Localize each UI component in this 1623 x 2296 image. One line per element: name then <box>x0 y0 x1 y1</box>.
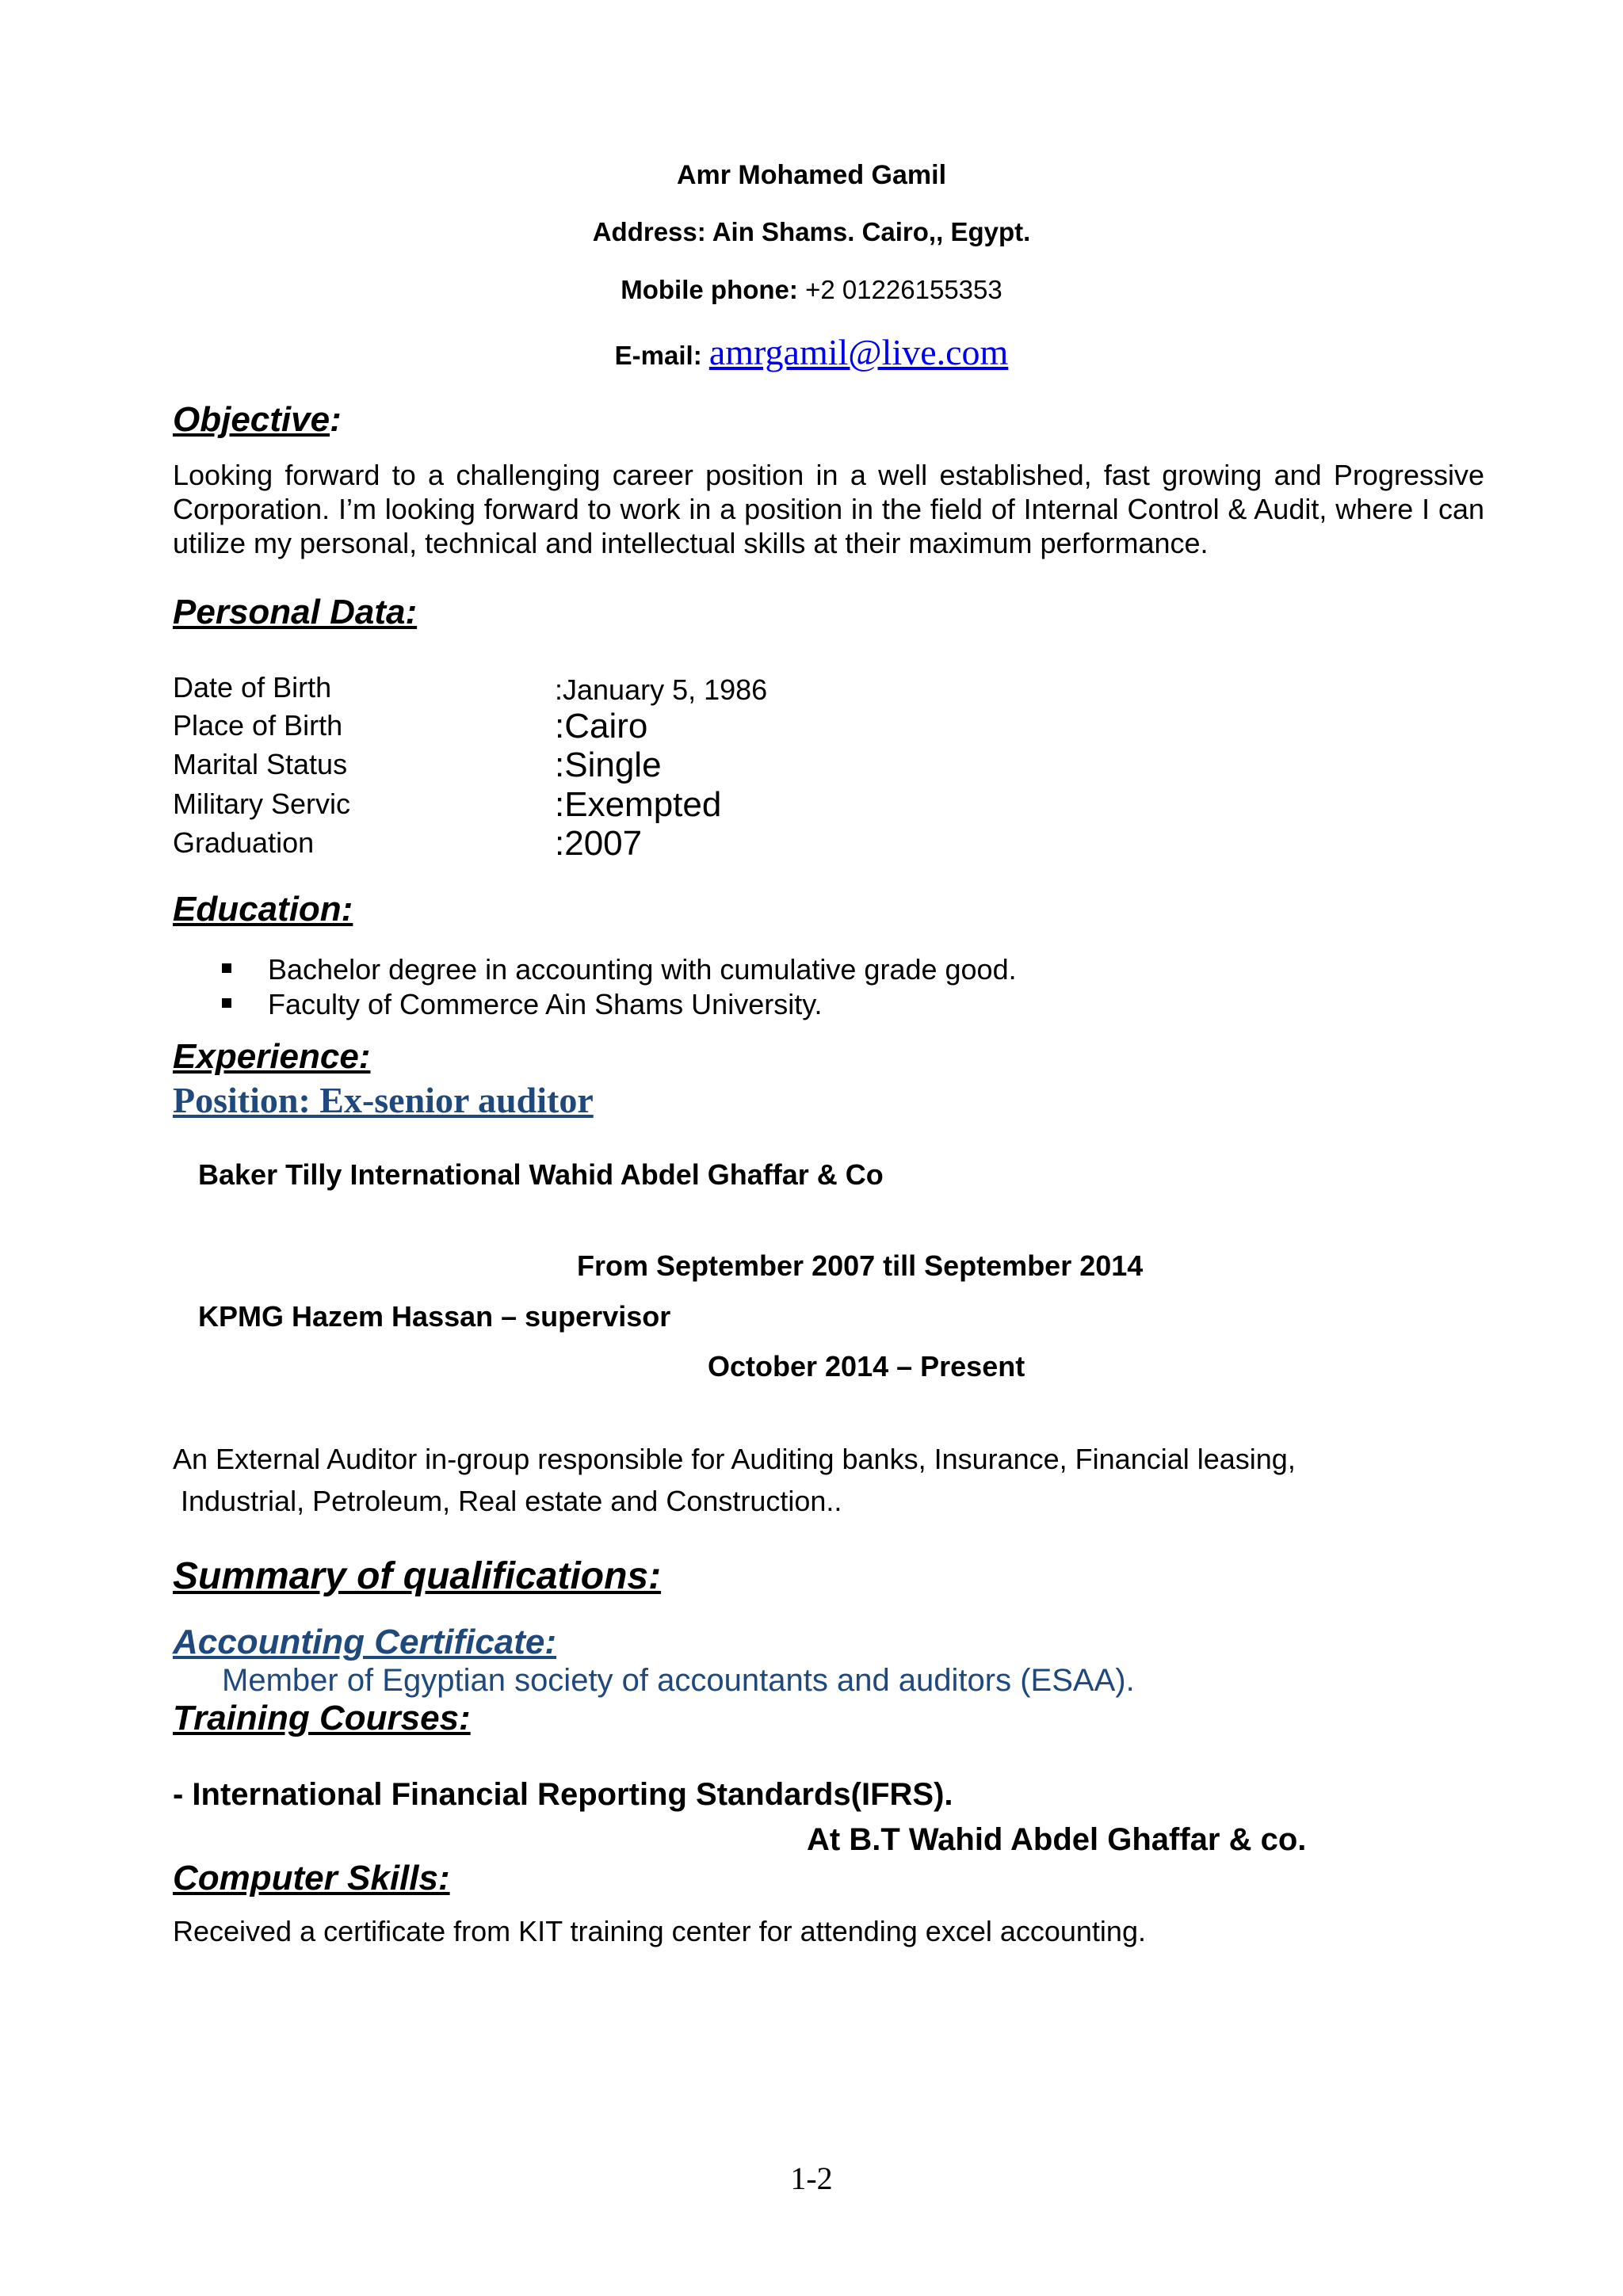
pd-value-military: :Exempted <box>555 785 722 824</box>
education-item <box>222 988 823 1021</box>
bullet-icon <box>222 998 231 1008</box>
accounting-certificate-heading: Accounting Certificate: <box>173 1623 557 1661</box>
period-2: October 2014 – Present <box>708 1350 1025 1383</box>
pd-label-graduation: Graduation <box>173 826 315 859</box>
computer-skills-text: Received a certificate from KIT training center for attending excel accounting. <box>173 1915 1146 1947</box>
objective-heading-colon: : <box>330 400 342 439</box>
qualifications-heading: Summary of qualifications: <box>173 1555 662 1597</box>
candidate-name: Amr Mohamed Gamil <box>676 160 947 190</box>
training-courses-heading: Training Courses: <box>173 1699 471 1737</box>
mobile-label: Mobile phone: <box>621 275 798 304</box>
pd-value-graduation: :2007 <box>555 824 643 863</box>
training-course-item: - International Financial Reporting Standards(IFRS). <box>173 1777 953 1812</box>
pd-value-pob: :Cairo <box>555 707 648 746</box>
email-label: E-mail: <box>614 341 702 370</box>
objective-heading <box>173 400 342 440</box>
education-item <box>222 953 1017 986</box>
objective-text: Looking forward to a challenging career position in a well established, fast growing and Progressive Corporation. I’m looking forward to work in a position in the field of Internal Control & Audit, where I can utilize my personal, technical and intellectual skills at their maximum performance. <box>173 459 1484 559</box>
personal-data-heading: Personal Data: <box>173 593 418 631</box>
bullet-icon <box>222 963 231 973</box>
pd-label-marital: Marital Status <box>173 748 348 780</box>
mobile-value: +2 01226155353 <box>805 275 1002 304</box>
mobile-line <box>0 275 1623 305</box>
company-2: KPMG Hazem Hassan – supervisor <box>198 1300 671 1333</box>
email-link[interactable]: amrgamil@live.com <box>708 332 1009 372</box>
experience-heading: Experience: <box>173 1037 371 1076</box>
training-course-location: At B.T Wahid Abdel Ghaffar & co. <box>807 1822 1307 1857</box>
pd-value-marital: :Single <box>555 746 662 784</box>
computer-skills-heading: Computer Skills: <box>173 1859 450 1897</box>
company-1: Baker Tilly International Wahid Abdel Ghaffar & Co <box>198 1158 884 1191</box>
pd-label-military: Military Servic <box>173 788 351 820</box>
education-heading: Education: <box>173 890 353 929</box>
pd-label-dob: Date of Birth <box>173 671 332 704</box>
accounting-certificate-text: Member of Egyptian society of accountants and auditors (ESAA). <box>222 1663 1135 1698</box>
pd-value-dob: :January 5, 1986 <box>555 673 768 706</box>
position-title: Position: Ex-senior auditor <box>173 1080 594 1120</box>
education-item-text: Bachelor degree in accounting with cumulative grade good. <box>268 953 1017 986</box>
objective-heading-text: Objective <box>173 400 330 439</box>
address-line: Address: Ain Shams. Cairo,, Egypt. <box>592 217 1031 246</box>
email-line <box>0 331 1623 373</box>
experience-description-line-1: An External Auditor in-group responsible for Auditing banks, Insurance, Financial leasing, <box>173 1443 1296 1475</box>
education-item-text: Faculty of Commerce Ain Shams University. <box>268 988 823 1020</box>
pd-label-pob: Place of Birth <box>173 709 343 742</box>
page-number: 1-2 <box>790 2161 833 2196</box>
period-1: From September 2007 till September 2014 <box>577 1249 1144 1282</box>
experience-description-line-2: Industrial, Petroleum, Real estate and Construction.. <box>181 1485 842 1517</box>
